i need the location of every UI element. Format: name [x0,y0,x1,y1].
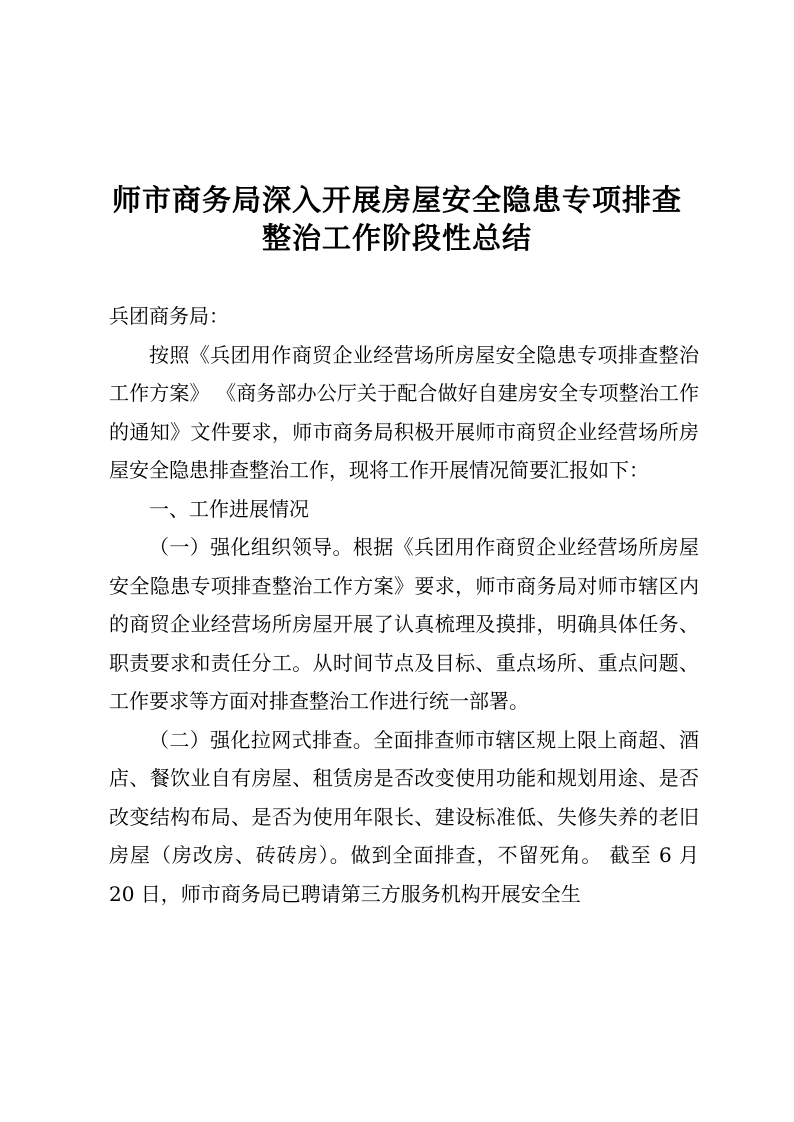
intro-paragraph: 按照《兵团用作商贸企业经营场所房屋安全隐患专项排查整治工作方案》 《商务部办公厅关于配合做好自建房安全专项整治工作的通知》文件要求，师市商务局积极开展师市商贸企业经营场所房屋安全隐患排查整治工作，现将工作开展情况简要汇报如下： [109,342,699,482]
document-body [109,297,699,913]
salutation: 兵团商务局： [109,304,229,328]
section-heading: 一、工作进展情况 [149,496,309,521]
document-title-line-2: 整治工作阶段性总结 [261,221,532,255]
item-paragraph-1: （一）强化组织领导。根据《兵团用作商贸企业经营场所房屋安全隐患专项排查整治工作方案》要求，师市商务局对师市辖区内的商贸企业经营场所房屋开展了认真梳理及摸排，明确具体任务、职责要求和责任分工。从时间节点及目标、重点场所、重点问题、工作要求等方面对排查整治工作进行统一部署。 [109,535,699,713]
document-title-line-1: 师市商务局深入开展房屋安全隐患专项排查 [111,183,682,217]
item-paragraph-2: （二）强化拉网式排查。全面排查师市辖区规上限上商超、酒店、餐饮业自有房屋、租赁房是否改变使用功能和规划用途、是否改变结构布局、是否为使用年限长、建设标准低、失修失养的老旧房屋（房改房、砖砖房）。做到全面排查，不留死角。 截至 6 月 20 日，师市商务局已聘请第三方服务机构开展安全生 [109,727,699,906]
